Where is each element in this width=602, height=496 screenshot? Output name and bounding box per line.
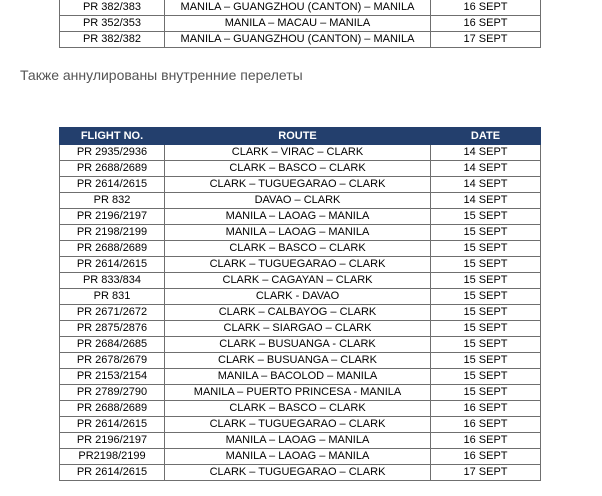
flight-number-cell: PR 2935/2936 xyxy=(60,145,165,161)
table-row xyxy=(60,241,541,257)
international-flights-body xyxy=(60,0,541,48)
route-cell: MANILA – LAOAG – MANILA xyxy=(165,449,431,465)
table-row xyxy=(60,465,541,481)
domestic-flights-table xyxy=(59,127,541,481)
route-cell: CLARK – CAGAYAN – CLARK xyxy=(165,273,431,289)
date-cell: 15 SEPT xyxy=(431,369,541,385)
flight-number-cell: PR 832 xyxy=(60,193,165,209)
table-row xyxy=(60,337,541,353)
route-cell: CLARK – CALBAYOG – CLARK xyxy=(165,305,431,321)
date-cell: 16 SEPT xyxy=(431,449,541,465)
table-row xyxy=(60,289,541,305)
table-row xyxy=(60,369,541,385)
table-row xyxy=(60,16,541,32)
route-cell: MANILA – GUANGZHOU (CANTON) – MANILA xyxy=(165,32,431,48)
route-cell: CLARK – VIRAC – CLARK xyxy=(165,145,431,161)
table-row xyxy=(60,161,541,177)
domestic-flights-body xyxy=(60,145,541,481)
flight-number-cell: PR 2875/2876 xyxy=(60,321,165,337)
route-cell: MANILA – LAOAG – MANILA xyxy=(165,209,431,225)
date-cell: 15 SEPT xyxy=(431,257,541,273)
date-cell: 15 SEPT xyxy=(431,305,541,321)
table-row xyxy=(60,209,541,225)
date-cell: 17 SEPT xyxy=(431,32,541,48)
flight-number-cell: PR 2614/2615 xyxy=(60,417,165,433)
date-cell: 14 SEPT xyxy=(431,145,541,161)
route-cell: MANILA – BACOLOD – MANILA xyxy=(165,369,431,385)
date-cell: 15 SEPT xyxy=(431,353,541,369)
table-row xyxy=(60,353,541,369)
flight-number-cell: PR 2789/2790 xyxy=(60,385,165,401)
route-cell: MANILA – LAOAG – MANILA xyxy=(165,433,431,449)
date-header: DATE xyxy=(431,128,541,145)
route-cell: CLARK – BASCO – CLARK xyxy=(165,161,431,177)
table-row xyxy=(60,305,541,321)
table-row xyxy=(60,0,541,16)
table-row xyxy=(60,177,541,193)
flight-number-cell: PR 352/353 xyxy=(60,16,165,32)
date-cell: 15 SEPT xyxy=(431,273,541,289)
table-row xyxy=(60,145,541,161)
date-cell: 16 SEPT xyxy=(431,433,541,449)
route-cell: CLARK – TUGUEGARAO – CLARK xyxy=(165,257,431,273)
date-cell: 16 SEPT xyxy=(431,16,541,32)
table-row xyxy=(60,385,541,401)
date-cell: 16 SEPT xyxy=(431,417,541,433)
route-cell: CLARK – TUGUEGARAO – CLARK xyxy=(165,465,431,481)
table-header-row xyxy=(60,128,541,145)
table-row xyxy=(60,401,541,417)
table-row xyxy=(60,193,541,209)
flight-number-cell: PR 2688/2689 xyxy=(60,241,165,257)
route-cell: MANILA – GUANGZHOU (CANTON) – MANILA xyxy=(165,0,431,16)
flight-number-cell: PR 2671/2672 xyxy=(60,305,165,321)
route-cell: CLARK – SIARGAO – CLARK xyxy=(165,321,431,337)
flight-number-cell: PR 2153/2154 xyxy=(60,369,165,385)
date-cell: 15 SEPT xyxy=(431,321,541,337)
table-row xyxy=(60,449,541,465)
flight-no-header: FLIGHT NO. xyxy=(60,128,165,145)
flight-number-cell: PR 2614/2615 xyxy=(60,177,165,193)
date-cell: 14 SEPT xyxy=(431,177,541,193)
route-cell: MANILA – PUERTO PRINCESA - MANILA xyxy=(165,385,431,401)
flight-number-cell: PR 382/383 xyxy=(60,0,165,16)
date-cell: 14 SEPT xyxy=(431,193,541,209)
route-cell: CLARK – TUGUEGARAO – CLARK xyxy=(165,177,431,193)
domestic-cancellation-caption: Также аннулированы внутренние перелеты xyxy=(20,67,303,83)
flight-number-cell: PR 2688/2689 xyxy=(60,401,165,417)
date-cell: 16 SEPT xyxy=(431,0,541,16)
date-cell: 15 SEPT xyxy=(431,225,541,241)
flight-number-cell: PR 831 xyxy=(60,289,165,305)
date-cell: 15 SEPT xyxy=(431,289,541,305)
route-cell: CLARK – TUGUEGARAO – CLARK xyxy=(165,417,431,433)
flight-number-cell: PR2198/2199 xyxy=(60,449,165,465)
table-row xyxy=(60,32,541,48)
flight-number-cell: PR 2196/2197 xyxy=(60,433,165,449)
flight-number-cell: PR 2678/2679 xyxy=(60,353,165,369)
flight-number-cell: PR 2684/2685 xyxy=(60,337,165,353)
flight-number-cell: PR 382/382 xyxy=(60,32,165,48)
international-flights-table xyxy=(59,0,541,48)
flight-number-cell: PR 833/834 xyxy=(60,273,165,289)
table-row xyxy=(60,321,541,337)
route-header: ROUTE xyxy=(165,128,431,145)
route-cell: MANILA – MACAU – MANILA xyxy=(165,16,431,32)
date-cell: 17 SEPT xyxy=(431,465,541,481)
route-cell: CLARK – BUSUANGA - CLARK xyxy=(165,337,431,353)
flight-number-cell: PR 2688/2689 xyxy=(60,161,165,177)
route-cell: DAVAO – CLARK xyxy=(165,193,431,209)
date-cell: 15 SEPT xyxy=(431,241,541,257)
date-cell: 15 SEPT xyxy=(431,209,541,225)
route-cell: CLARK - DAVAO xyxy=(165,289,431,305)
table-row xyxy=(60,417,541,433)
route-cell: MANILA – LAOAG – MANILA xyxy=(165,225,431,241)
flight-number-cell: PR 2196/2197 xyxy=(60,209,165,225)
date-cell: 14 SEPT xyxy=(431,161,541,177)
flight-number-cell: PR 2614/2615 xyxy=(60,257,165,273)
table-row xyxy=(60,273,541,289)
table-row xyxy=(60,257,541,273)
table-row xyxy=(60,433,541,449)
date-cell: 16 SEPT xyxy=(431,401,541,417)
date-cell: 15 SEPT xyxy=(431,337,541,353)
route-cell: CLARK – BASCO – CLARK xyxy=(165,241,431,257)
table-row xyxy=(60,225,541,241)
date-cell: 15 SEPT xyxy=(431,385,541,401)
route-cell: CLARK – BASCO – CLARK xyxy=(165,401,431,417)
flight-number-cell: PR 2198/2199 xyxy=(60,225,165,241)
flight-number-cell: PR 2614/2615 xyxy=(60,465,165,481)
route-cell: CLARK – BUSUANGA – CLARK xyxy=(165,353,431,369)
